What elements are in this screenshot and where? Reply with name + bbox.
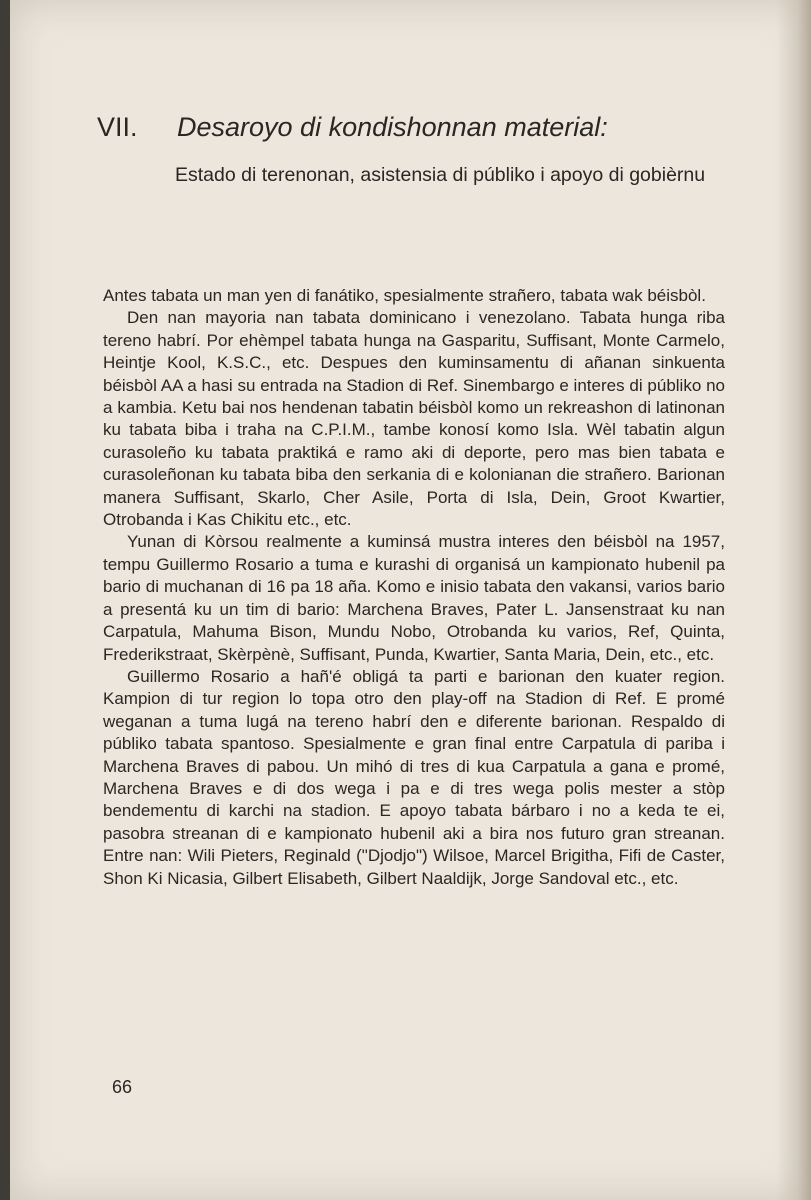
chapter-subtitle: Estado di terenonan, asistensia di públiko i apoyo di gobièrnu: [175, 164, 706, 186]
chapter-number: VII.: [97, 112, 138, 142]
paragraph: Antes tabata un man yen di fanátiko, spesialmente strañero, tabata wak béisbòl.: [103, 286, 706, 305]
chapter-heading: [97, 112, 608, 143]
body-text: [103, 285, 725, 890]
paragraph: Den nan mayoria nan tabata dominicano i venezolano. Tabata hunga riba tereno habrí. Por ehèmpel tabata hunga na Gasparitu, Suffisant, Monte Carmelo, Heintje Kool, K.S.C., etc. Despues den kuminsamentu di añanan sinkuenta béisbòl AA a hasi su entrada na Stadion di Ref. Sinembargo e interes di públiko no a kambia. Ketu bai nos hendenan tabatin béisbòl komo un rekreashon di latinonan ku tabata biba i traha na C.P.I.M., tambe konosí komo Isla. Wèl tabatin algun curasoleño ku tabata praktiká e ramo aki di deporte, pero mas bien tabata e curasoleñonan ku tabata biba den serkania di e kolonianan die strañero. Barionan manera Suffisant, Skarlo, Cher Asile, Porta di Isla, Dein, Groot Kwartier, Otrobanda i Kas Chikitu etc., etc.: [103, 308, 725, 530]
page-spine-shadow: [777, 0, 811, 1200]
paragraph: Guillermo Rosario a hañ'é obligá ta parti e barionan den kuater region. Kampion di tur region lo topa otro den play-off na Stadion di Ref. E promé weganan a tuma lugá na tereno habrí den e diferente barionan. Respaldo di públiko tabata spantoso. Spesialmente e gran final entre Carpatula di pariba i Marchena Braves di pabou. Un mihó di tres di kua Carpatula a gana e promé, Marchena Braves e di dos wega i pa e di tres wega polis mester a stòp bendementu di karchi na stadion. E apoyo tabata bárbaro i no a keda te ei, pasobra streanan di e kampionato hubenil aki a bira nos futuro gran streanan. Entre nan: Wili Pieters, Reginald ("Djodjo") Wilsoe, Marcel Brigitha, Fifi de Caster, Shon Ki Nicasia, Gilbert Elisabeth, Gilbert Naaldijk, Jorge Sandoval etc., etc.: [103, 666, 725, 888]
chapter-title: Desaroyo di kondishonnan material:: [177, 112, 608, 142]
paragraph: Yunan di Kòrsou realmente a kuminsá mustra interes den béisbòl na 1957, tempu Guillermo Rosario a tuma e kurashi di organisá un kampionato hubenil pa bario di muchanan di 16 pa 18 aña. Komo e inisio tabata den vakansi, varios bario a presentá ku un tim di bario: Marchena Braves, Pater L. Jansenstraat ku nan Carpatula, Mahuma Bison, Mundu Nobo, Otrobanda ku varios, Ref, Quinta, Frederikstraat, Skèrpènè, Suffisant, Punda, Kwartier, Santa Maria, Dein, etc., etc.: [103, 532, 725, 664]
book-page: [10, 0, 811, 1200]
page-number: 66: [112, 1077, 133, 1097]
